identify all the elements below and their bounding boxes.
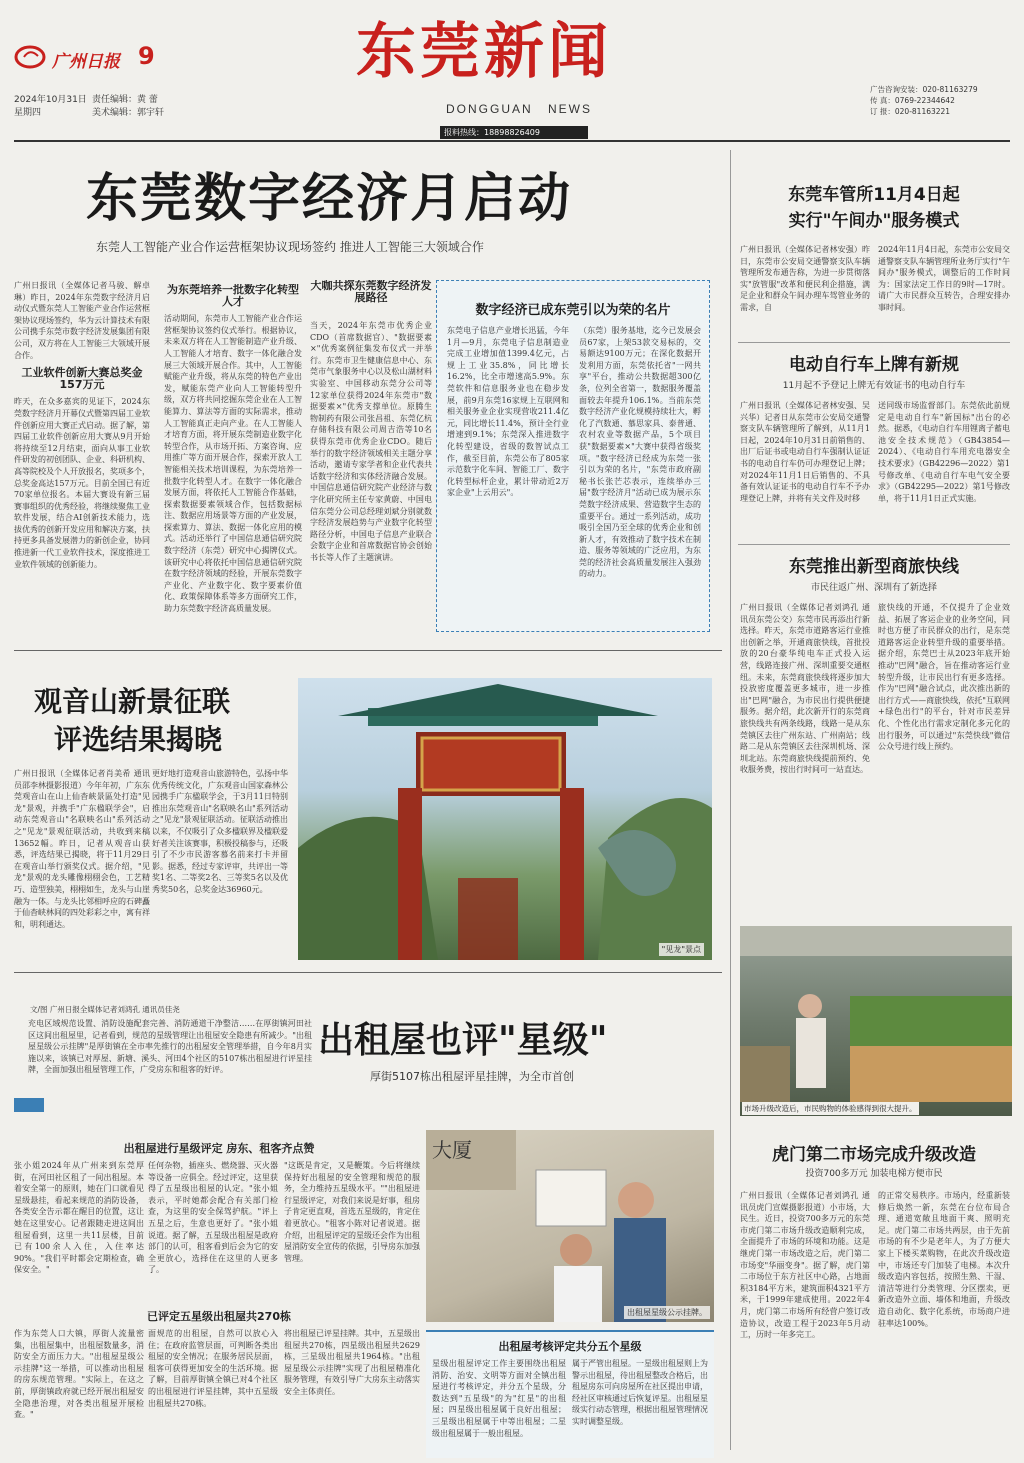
pavilion-illustration	[298, 678, 712, 960]
rental-intro: 充电区域规范设置、消防设施配套完善、消防通道干净整洁……在厚街镇河田社区这间出租屋里，记者看到，规范的星级管理让出租屋安全隐患有所减少。"出租屋星级公示挂牌"是厚街镇在全市率先推行的出租屋安全管理举措，自今年8月实施以来，该镇已对厚屋、新塘、溪头、河田4个社区的5107栋出租屋进行评星挂牌，全面加强出租屋管理工作，广受房东和租客的好评。	[28, 1019, 312, 1075]
side1-headline-1: 东莞车管所11月4日起	[788, 185, 960, 205]
market-caption: 市场升级改造后，市民购物的体验感得到很大提升。	[744, 1104, 917, 1113]
lead-col2	[164, 284, 302, 638]
ad-phone: 广告咨询安装：020-81163279	[870, 85, 978, 94]
editor: 责任编辑：黄 蕾	[92, 95, 158, 105]
rental-byline: 文/图 广州日报全媒体记者刘鸿孔 通讯员佳尧	[30, 1005, 180, 1014]
rental-col6: 将出租屋已评星挂牌。其中，五星级出租屋共270栋，四星级出租屋共2629栋，三星级出租屋共1964栋。"出租屋星级公示挂牌"实现了出租屋精准化服务管理，有效引导广大房东主动落实安全主体责任。	[284, 1329, 420, 1396]
side4-col1: 广州日报讯（全媒体记者刘鸿孔 通讯员虎门宣媒摄影报道）小市场，大民生。近日，投资700多万元的东莞市虎门第二市场升级改造顺利完成，全面提升了市场的环境和功能。这是继虎门第一市场改造之后，虎门第二市场变"华丽变身"。据了解，虎门第二市场位于东方社区中心路，占地面积3184平方米，建筑面积4321平方米，于1999年建成使用。2022年4月，虎门第二市场所有经营户签订改造协议，改造工程于2023年5月动工，历时一年多完工。	[740, 1191, 870, 1340]
side1-headline-2: 实行"午间办"服务模式	[788, 211, 960, 231]
guanyin-col2: 更好地打造观音山旅游特色，弘扬中华优秀传统文化，广东观音山国家森林公园携手广东楹联学会，于3月11日特别推出东莞观音山"名联映名山"系列活动之"见龙"景观征联活动。征联活动推出以来，不仅吸引了众多楹联界及楹联爱好者关注该赛事，积极投稿参与，还吸引了不少市民游客慕名前来打卡并留影。据悉，经过专家评审，共评出一等奖1名、二等奖2名、三等奖5名以及优秀奖50名，总奖金达36960元。	[152, 769, 288, 894]
side2-subhead: 11月起不予登记上牌无有效证书的电动自行车	[782, 381, 966, 391]
lead-col1-sub: 工业软件创新大赛总奖金157万元	[21, 366, 143, 391]
rental-sub1: 出租屋进行星级评定 房东、租客齐点赞	[123, 1142, 315, 1155]
side-rule-2	[738, 544, 1010, 545]
side3-subhead: 市民往返广州、深圳有了新选择	[810, 583, 937, 593]
side2-col2: 送同级市场监督部门。东莞依此前规定是电动自行车"新国标"出台的必然。据悉，《电动自行车用锂离子蓄电池安全技术规范》（GB43854—2024）、《电动自行车用充电器安全技术要求》（GB42296—2022）第1号修改单、《电动自行车电气安全要求》（GB42295—2022）第1号修改单，将于11月1日正式实施。	[878, 401, 1010, 503]
guanyin-bottom-rule	[14, 972, 722, 973]
market-photo	[740, 926, 1012, 1116]
paper-name: 广州日报	[52, 52, 120, 72]
rental-col3: "这既是肯定，又是鞭策。今后将继续保持好出租屋的安全管理和规范的服务，全力维持五星级水平。""出租屋进行星级评定，对我们来说是好事，租房子肯定更直观，首选五星级的，肯定住着更放心。"租客小陈对记者说道。据介绍，出租屋评定的星级还会作为出租屋消防安全宣传的依据，引导房东加强管理。	[284, 1161, 420, 1263]
side4-subhead: 投资700多万元 加装电梯方便市民	[805, 1169, 943, 1179]
rental-headline: 出租屋也评"星级"	[318, 1019, 608, 1061]
masthead-en-2: NEWS	[548, 102, 592, 116]
page-number: 9	[138, 42, 155, 70]
subscribe: 订 报：020-81163221	[870, 107, 951, 116]
rental-col2: 任何杂物，插座头、燃烧器、灭火器等设备一应俱全。经过评定，这里获得了五星级出租屋的认定。"张小姐表示，平时她都会配合有关部门检查，为这里的安全保驾护航。"评上五星之后，生意也更好了。"张小姐说道。据了解，五星级出租屋是政府部门的认可，租客看到后会为它的安全更放心，选择住在这里的人更多了。	[148, 1161, 278, 1275]
rental-box	[426, 1330, 714, 1458]
pavilion-caption: "见龙"景点	[659, 943, 704, 956]
side3-headline: 东莞推出新型商旅快线	[789, 557, 959, 577]
rental-col4: 作为东莞人口大镇，厚街人流量密集，出租屋集中，出租屋数量多，消防安全方面压力大。"出租屋星级公示挂牌"这一举措，可以推动出租屋的房东规范管理。"实际上，在这之前，厚街镇政府就已经开展出租屋安全隐患治理，对各类出租屋开展检查。"	[14, 1329, 144, 1420]
side3-col1: 广州日报讯（全媒体记者刘鸿孔 通讯员东莞公交）东莞市民再添出行新选择。昨天，东莞市道路客运行业推出创新之举，开通商旅快线，首批投放的20台豪华纯电车正式投入运营，线路连接广州、深圳重要交通枢纽。未来，东莞商旅快线将逐步加大投放密度覆盖更多城市，进一步推出"巴网"融合，为市民出行提供便捷服务。据介绍，此次新开行的东莞商旅快线共有两条线路，线路一是从东莞镇区去往广州东站、广州南站；线路二是从东莞镇区去往深圳机场、深圳北站。东莞商旅快线提前预约、免收服务费，按出行时间可一站直达。	[740, 603, 870, 775]
paper-logo-icon	[14, 44, 48, 70]
masthead-rule	[14, 140, 1010, 142]
masthead-en-1: DONGGUAN	[446, 102, 533, 116]
date: 2024年10月31日	[14, 95, 87, 105]
rental-col1: 张小姐2024年从广州来到东莞厚街，在河田社区租了一间出租屋。本着安全第一的原则，她在门口就看见星级悬挂，看起来规范的消防设备，各类安全告示都在醒目的位置，这让她在这里安心。记者跟随走进这间出租屋看到，这里一共11层楼，目前已有100余人入住，入住率达90%。"我们平时都会定期检查，确保安全。"	[14, 1161, 144, 1275]
plaque-caption: 出租屋星级公示挂牌。	[624, 1306, 710, 1319]
lead-col3	[310, 280, 432, 638]
boxed-title: 数字经济已成东莞引以为荣的名片	[475, 303, 671, 318]
side4-col2: 的正常交易秩序。市场内，经重新装修后焕然一新，东莞在台位布局合理、通道宽敞且地面干爽、照明充足。虎门第二市场共两层，由于先前市场的有不少是老年人，为了方便大家上下楼买菜购物，在此次升级改造中，市场还专门加装了电梯。本次升级改造内容包括，按照生熟、干湿、清洁等进行分类管理、分区摆卖，更新改造外立面、墙体和地面，升级改造自动化、数字化系统，市场商户进驻率达100%。	[878, 1191, 1010, 1328]
rental-box-col1: 星级出租屋评定工作主要围绕出租屋消防、治安、文明等方面对全镇出租屋进行考核评定，并分五个星级，分数达到"五星级"的为"红星"的出租屋；四星级出租屋属于良好出租屋；三星级出租屋属于中等出租屋；二星级出租屋属于一般出租屋。	[432, 1359, 566, 1438]
paper-logo	[14, 44, 134, 70]
lead-col1-text: 广州日报讯（全媒体记者马骏、解卓琳）昨日，2024年东莞数字经济月启动仪式暨东莞人工智能产业合作运营框架协议现场签约，华为云计算技术有限公司携手东莞市数字经济发展集团有限公司，双方将在人工智能三大领域开展合作。	[14, 281, 150, 360]
guanyin-col1: 广州日报讯（全媒体记者肖美希 通讯员邵李林摄影报道）今年年初，广东东莞观音山在山上仙杳峡景區处打造"见龙"景观，并携手"广东楹联学会"，启动东莞观音山"名联映名山"系列活动之"见龙"景观征联活动，共收到来稿13652幅。昨日，记者从观音山获悉，评选结果已揭晓，将于11月29日在观音山举行颁奖仪式。据介绍，"见龙"景观的龙头雕像栩栩会色，工艺精巧、造型独美，栩栩如生，龙头与山崖融为一体。与龙头比邻相呼应的石碑矗于仙杳峡林间的四处彩彩之中，寓有祥和，明利通达。	[14, 769, 150, 929]
plaque-photo	[426, 1130, 714, 1322]
rental-box-col2: 属于严管出租屋。一星级出租屋则上为警示出租屋，待出租屋整改合格后，出租屋房东可向房屋所在社区提出申请，经社区审核通过后恢复评星。出租屋星级实行动态管理，根据出租屋管理情况实时调整星级。	[572, 1359, 708, 1426]
boxed-colB: （东莞）服务基地，迄今已发展会员67家，上架53款交易标的，交易额达9100万元；在深化数据开发利用方面，东莞依托省"一网共享"平台，推动公共数据超300亿条，位列全省第一，数据服务覆盖面较去年提升106.1%。当前东莞数字经济产业化规模持续壮大，孵化了汽数通、慕思家具、泰普通、农村农业等数据产品，5个项目获"数据要素×"大赛中获得省级奖项。"数字经济已经成为东莞一张引以为荣的名片，"东莞市政府副秘书长张芒芯表示，连续举办三届"数字经济月"活动已成为展示东莞数字经济成果、营造数字生态的重要平台。通过一系列活动，成功吸引全国乃至全球的优秀企业和创新人才，有效推动了数字技术在制造、服务等领域的广泛应用，为东莞的经济社会高质量发展注入强劲的动力。	[579, 326, 701, 579]
side1-col1: 广州日报讯（全媒体记者林安强）昨日，东莞市公安局交通警察支队车辆管理所发布通告称，为进一步贯彻落实"放管服"改革和便民利企措施，满足企业和群众午间办理车驾管业务的需求，自	[740, 245, 870, 312]
side4-headline: 虎门第二市场完成升级改造	[772, 1145, 976, 1165]
lead-col1b-text: 昨天，在众多嘉宾的见证下，2024东莞数字经济月开幕仪式暨第四届工业软件创新应用大赛正式启动。据了解，第四届工业软件创新应用大赛从9月开始将持续至12月结束，面向从事工业软件研发的初创团队、企业、科研机构、高等院校及个人开放报名，奖项多个，总奖金高达157万元。目前全国已有近70家单位报名。本届大赛设有新三届赛事组织的优秀经验，将继续聚焦工业软件发展，结合AI创新技术能力，选拔优秀的创新开发应用和解决方案，扶持更多具备发展潜力的新创企业，协同推进新一代工业软件技术，深度推进工业软件领域的创新能力。	[14, 397, 150, 569]
rental-col5: 面规范的出租屋，自然可以放心入住；在政府监管层面，可判断各类出租屋的安全情况；在服务居民层面，租客可获得更加安全的生活环境。据了解，目前厚街镇全镇已对4个社区的出租屋进行评星挂牌，其中五星级出租屋共270栋。	[148, 1329, 278, 1408]
rental-box-title: 出租屋考核评定共分五个星级	[498, 1340, 642, 1353]
side3-col2: 旅快线的开通，不仅提升了企业效益、拓展了客运企业的业务空间，同时也方便了市民群众的出行，是东莞道路客运企业转型升级的重要举措。据介绍，东莞巴士从2023年底开始推动"巴网"融合，旨在推动客运行业转型升级，让市民出行有更多选择。作为"巴网"融合试点，此次推出新的出行方式——商旅快线，依托"互联网+绿色出行"的平台，针对市民差异化、个性化出行需求定制化多元化的出行服务，可以通过"东莞快线"微信公众号进行线上预约。	[878, 603, 1010, 752]
lead-col2-sub: 为东莞培养一批数字化转型人才	[167, 284, 299, 308]
boxed-colA: 东莞电子信息产业增长迅猛，今年1月—9月，东莞电子信息制造业完成工业增加值1399.4亿元，占规上工业35.8%，同比增长16.2%，比全市增速高5.9%。东莞软件和信息服务业也在稳步发展，前9月东莞16家规上互联网和相关服务业企业实现营收211.4亿元，同比增长11.4%，预计全行业增速到9.1%；东莞深入推进数字化转型建设，省级的数智试点工作，截至目前，东莞公布了805家示范数字化车间、智能工厂、数字化转型标杆企业，累计带动近2万家企业"上云用云"。	[447, 326, 569, 498]
side-rule-1	[738, 342, 1010, 343]
fax: 传 真：0769-22344642	[870, 96, 955, 105]
rental-subhead: 厚街5107栋出租屋评星挂牌，为全市首创	[370, 1070, 574, 1083]
art-editor: 美术编辑：郭宇轩	[92, 108, 165, 118]
side2-headline: 电动自行车上牌有新规	[789, 355, 959, 375]
rental-deco-icon	[14, 1098, 44, 1112]
lead-bottom-rule	[14, 650, 722, 651]
side1-col2: 2024年11月4日起，东莞市公安局交通警察支队车辆管理所业务厅实行"午间办"服务模式，调整后的工作时间为：国家法定工作日的9时—17时。请广大市民群众互转告，合理安排办事时间。	[878, 245, 1010, 312]
lead-col1	[14, 280, 150, 638]
guanyin-headline-1: 观音山新景征联	[34, 685, 231, 718]
plaque-sign: 大厦	[432, 1138, 472, 1162]
boxed-article	[436, 280, 710, 632]
side2-col1: 广州日报讯（全媒体记者林安强、吴兴华）记者日从东莞市公安局交通警察支队车辆管理所了解到，从11月1日起，2024年10月31日前销售的、出厂后证书或电动自行车强制认证证书的电动自行车仍可办理登记上牌；对2024年11月1日后销售的、不具备有效认证证书的电动自行车不予办理登记上牌，并将有关文件及时移	[740, 401, 870, 503]
masthead	[0, 0, 1024, 140]
hotline-bar	[440, 126, 588, 139]
rental-sub2: 已评定五星级出租屋共270栋	[147, 1310, 291, 1323]
guanyin-headline-2: 评选结果揭晓	[54, 723, 223, 756]
right-column-rule	[730, 150, 731, 1450]
market-illustration	[740, 926, 1012, 1102]
masthead-title: 东莞新闻	[356, 17, 612, 87]
lead-col2-text: 活动期间，东莞市人工智能产业合作运营框架协议签约仪式举行。根据协议，未来双方将在人工智能制造产业升级、人工智能人才培育、数字一体化融合发展三大领域开展合作。其中，人工智能赋能产业升级，将从东莞的特色产业出发，赋能东莞产业向人工智能转型升级，双方将共同挖掘东莞企业在人工智能算力、算法等方面的实际需求，推动人工智能真正走向产业。在人工智能人才培育方面，将开展东莞制造业数字化转型合作，从市场开拓、方案咨询、应用推广等方面开展合作，探索开放人工智能相关技术培训课程，为东莞培养一批数字化转型人才。在数字一体化融合发展方面，将依托人工智能合作基础，探索数据要素领域合作，包括数据标注、数据应用场景等方面的产业发展，探索算力、算法、数据一体化应用的模式。活动还举行了中国信息通信研究院数字经济（东莞）研究中心揭牌仪式。该研究中心将依托中国信息通信研究院在数字经济领域的经验，开展东莞数字产业化、产业数字化、数字要素价值化、政策保障体系等多方面研究工作，助力东莞数字经济高质量发展。	[164, 314, 302, 614]
pavilion-photo	[298, 678, 712, 960]
hotline: 报料热线：18898826409	[444, 128, 540, 137]
lead-col3-sub: 大咖共探东莞数字经济发展路径	[310, 280, 432, 304]
weekday: 星期四	[14, 108, 42, 118]
lead-subhead: 东莞人工智能产业合作运营框架协议现场签约 推进人工智能三大领域合作	[96, 240, 484, 254]
lead-col3-text: 当天，2024年东莞市优秀企业CDO（首席数据官）、"数据要素×"优秀案例征集发布仪式一并举行。东莞市卫生健康信息中心、东莞市气象服务中心以及松山湖材料实验室、中国移动东莞分公司等12家单位获得2024年东莞市"数据要素×"优秀支撑单位。原腾生物制药有限公司张昌祖、东莞亿杭存储科技有限公司周吉浩等10名获得东莞市优秀企业CDO。随后举行的数字经济领域相关主题分享活动，邀请专家学者和企业代表共话数字经济和实体经济融合发展。中国信息通信研究院产业经济与数字化研究所主任专家黄蔚、中国电信东莞分公司总经理刘斌分别就数字经济发展趋势与产业数字化转型路径分析，中国电子信息产业联合会数字企业和首席数据官协会创始书长等人作了主题演讲。	[310, 321, 432, 562]
lead-headline: 东莞数字经济月启动	[86, 168, 573, 229]
